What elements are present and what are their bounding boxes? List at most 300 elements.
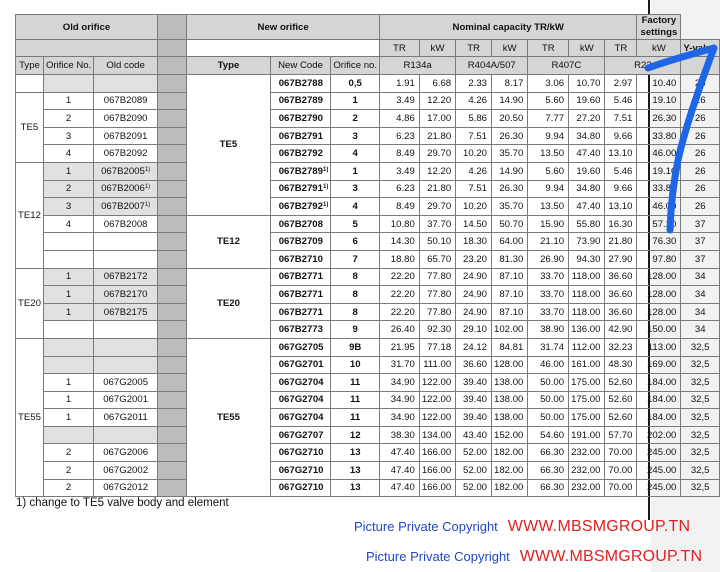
footnote: 1) change to TE5 valve body and element bbox=[16, 497, 229, 509]
capacity-cell-r22-tr: 5.46 bbox=[605, 162, 637, 180]
capacity-cell-r404-kw: 50.70 bbox=[492, 215, 528, 233]
old-code-cell bbox=[94, 75, 158, 93]
y-value-cell: 34 bbox=[681, 268, 720, 286]
y-value-cell: 32,5 bbox=[681, 426, 720, 444]
capacity-cell-r407-tr: 21.10 bbox=[528, 233, 569, 251]
capacity-cell-r22-kw: 184.00 bbox=[637, 409, 681, 427]
capacity-cell-r407-tr: 33.70 bbox=[528, 286, 569, 304]
capacity-cell-r22-kw: 128.00 bbox=[637, 286, 681, 304]
capacity-cell-r407-kw: 55.80 bbox=[569, 215, 605, 233]
old-type-cell: TE12 bbox=[16, 162, 44, 268]
old-orifice-no-cell: 1 bbox=[43, 374, 93, 392]
new-code-cell bbox=[270, 303, 331, 321]
old-orifice-no-cell: 1 bbox=[43, 391, 93, 409]
capacity-cell-r134a-kw: 12.20 bbox=[419, 162, 455, 180]
new-code-text: 067G2704 bbox=[278, 376, 324, 388]
table-row bbox=[16, 215, 720, 233]
capacity-cell-r134a-tr: 14.30 bbox=[380, 233, 420, 251]
capacity-cell-r134a-tr: 34.90 bbox=[380, 409, 420, 427]
capacity-cell-r134a-kw: 29.70 bbox=[419, 198, 455, 216]
orifice-size-cell: 2 bbox=[331, 110, 380, 128]
new-code-text: 067B2788 bbox=[278, 77, 323, 89]
capacity-cell-r404-kw: 128.00 bbox=[492, 356, 528, 374]
header-kw: kW bbox=[492, 40, 528, 57]
y-value-cell: 32,5 bbox=[681, 374, 720, 392]
capacity-cell-r22-kw: 245.00 bbox=[637, 462, 681, 480]
old-code-cell bbox=[94, 426, 158, 444]
table-row bbox=[16, 268, 720, 286]
old-orifice-no-cell bbox=[43, 356, 93, 374]
capacity-cell-r404-kw: 84.81 bbox=[492, 338, 528, 356]
new-code-cell bbox=[270, 198, 331, 216]
new-code-text: 067B2789 bbox=[278, 95, 323, 107]
capacity-cell-r407-kw: 112.00 bbox=[569, 338, 605, 356]
old-code-text: 067B2172 bbox=[103, 271, 148, 283]
table-row bbox=[16, 286, 720, 304]
capacity-cell-r404-kw: 20.50 bbox=[492, 110, 528, 128]
copyright-url: WWW.MBSMGROUP.TN bbox=[507, 518, 691, 535]
capacity-cell-r134a-kw: 65.70 bbox=[419, 250, 455, 268]
new-code-cell bbox=[270, 391, 331, 409]
header-old-code: Old code bbox=[94, 57, 158, 75]
capacity-cell-r134a-kw: 77.18 bbox=[419, 338, 455, 356]
orifice-size-cell: 1 bbox=[331, 162, 380, 180]
table-row bbox=[16, 180, 720, 198]
capacity-cell-r22-kw: 57.20 bbox=[637, 215, 681, 233]
capacity-cell-r22-kw: 169.00 bbox=[637, 356, 681, 374]
new-code-cell bbox=[270, 409, 331, 427]
header-refrigerant-r134a: R134a bbox=[380, 57, 456, 75]
footnote-marker: 1) bbox=[322, 184, 329, 191]
orifice-size-cell: 4 bbox=[331, 198, 380, 216]
new-code-cell bbox=[270, 356, 331, 374]
capacity-cell-r22-tr: 70.00 bbox=[605, 462, 637, 480]
old-orifice-no-cell bbox=[43, 233, 93, 251]
capacity-cell-r134a-tr: 4.86 bbox=[380, 110, 420, 128]
old-code-cell bbox=[94, 409, 158, 427]
capacity-cell-r404-tr: 23.20 bbox=[456, 250, 492, 268]
orifice-size-cell: 11 bbox=[331, 409, 380, 427]
old-code-cell bbox=[94, 180, 158, 198]
header-orifice-no: Orifice No. bbox=[43, 57, 93, 75]
table-row bbox=[16, 127, 720, 145]
old-orifice-no-cell bbox=[43, 321, 93, 339]
table-row bbox=[16, 444, 720, 462]
old-code-text: 067B2008 bbox=[103, 218, 148, 230]
capacity-cell-r22-tr: 36.60 bbox=[605, 286, 637, 304]
new-code-text: 067G2704 bbox=[278, 394, 324, 406]
copyright-notice bbox=[366, 548, 702, 566]
y-value-cell: 26 bbox=[681, 75, 720, 93]
table-row bbox=[16, 321, 720, 339]
capacity-cell-r22-kw: 150.00 bbox=[637, 321, 681, 339]
capacity-cell-r407-kw: 19.60 bbox=[569, 162, 605, 180]
y-value-cell: 32,5 bbox=[681, 462, 720, 480]
old-code-text: 067B2005 bbox=[101, 165, 145, 177]
capacity-cell-r407-tr: 9.94 bbox=[528, 127, 569, 145]
capacity-cell-r22-kw: 202.00 bbox=[637, 426, 681, 444]
capacity-cell-r22-tr: 36.60 bbox=[605, 303, 637, 321]
new-code-text: 067G2707 bbox=[278, 429, 324, 441]
capacity-cell-r404-tr: 10.20 bbox=[456, 198, 492, 216]
capacity-cell-r407-kw: 34.80 bbox=[569, 180, 605, 198]
old-code-cell bbox=[94, 356, 158, 374]
new-code-cell bbox=[270, 426, 331, 444]
new-code-cell bbox=[270, 233, 331, 251]
new-code-text: 067B2773 bbox=[278, 324, 323, 336]
new-code-text: 067B2791 bbox=[278, 183, 323, 195]
capacity-cell-r22-tr: 70.00 bbox=[605, 479, 637, 497]
capacity-cell-r407-kw: 118.00 bbox=[569, 303, 605, 321]
old-type-cell: TE20 bbox=[16, 268, 44, 338]
capacity-cell-r407-kw: 73.90 bbox=[569, 233, 605, 251]
y-value-cell: 32,5 bbox=[681, 479, 720, 497]
capacity-cell-r134a-kw: 111.00 bbox=[419, 356, 455, 374]
capacity-cell-r134a-kw: 77.80 bbox=[419, 268, 455, 286]
capacity-cell-r22-kw: 245.00 bbox=[637, 479, 681, 497]
capacity-cell-r407-kw: 19.60 bbox=[569, 92, 605, 110]
header-factory-settings: Factory settings bbox=[637, 15, 681, 40]
capacity-cell-r407-tr: 66.30 bbox=[528, 479, 569, 497]
new-code-cell bbox=[270, 374, 331, 392]
new-code-cell bbox=[270, 321, 331, 339]
orifice-size-cell: 8 bbox=[331, 303, 380, 321]
capacity-cell-r134a-tr: 22.20 bbox=[380, 286, 420, 304]
new-code-cell bbox=[270, 479, 331, 497]
capacity-cell-r404-tr: 36.60 bbox=[456, 356, 492, 374]
old-code-text: 067G2011 bbox=[103, 412, 148, 424]
capacity-cell-r407-kw: 232.00 bbox=[569, 479, 605, 497]
old-orifice-no-cell: 2 bbox=[43, 180, 93, 198]
table-row bbox=[16, 338, 720, 356]
capacity-cell-r134a-kw: 50.10 bbox=[419, 233, 455, 251]
capacity-cell-r134a-tr: 6.23 bbox=[380, 180, 420, 198]
header-kw: kW bbox=[419, 40, 455, 57]
capacity-cell-r134a-kw: 166.00 bbox=[419, 444, 455, 462]
old-orifice-no-cell: 2 bbox=[43, 110, 93, 128]
capacity-cell-r134a-kw: 37.70 bbox=[419, 215, 455, 233]
new-code-cell bbox=[270, 127, 331, 145]
table-row bbox=[16, 462, 720, 480]
capacity-cell-r22-tr: 52.60 bbox=[605, 391, 637, 409]
capacity-cell-r22-kw: 26.30 bbox=[637, 110, 681, 128]
old-code-text: 067B2091 bbox=[103, 130, 148, 142]
capacity-cell-r404-tr: 24.12 bbox=[456, 338, 492, 356]
old-code-text: 067G2002 bbox=[103, 464, 149, 476]
capacity-cell-r134a-kw: 92.30 bbox=[419, 321, 455, 339]
capacity-cell-r22-tr: 5.46 bbox=[605, 92, 637, 110]
table-row bbox=[16, 250, 720, 268]
capacity-cell-r22-tr: 36.60 bbox=[605, 268, 637, 286]
orifice-size-cell: 9 bbox=[331, 321, 380, 339]
orifice-size-cell: 8 bbox=[331, 268, 380, 286]
capacity-cell-r407-kw: 136.00 bbox=[569, 321, 605, 339]
new-code-text: 067G2701 bbox=[278, 359, 324, 371]
capacity-cell-r407-kw: 118.00 bbox=[569, 286, 605, 304]
capacity-cell-r22-kw: 97.80 bbox=[637, 250, 681, 268]
old-type-cell: TE55 bbox=[16, 338, 44, 496]
new-code-cell bbox=[270, 268, 331, 286]
header-new-code: New Code bbox=[270, 57, 331, 75]
old-orifice-no-cell: 3 bbox=[43, 127, 93, 145]
capacity-cell-r22-tr: 48.30 bbox=[605, 356, 637, 374]
y-value-cell: 26 bbox=[681, 127, 720, 145]
copyright-url: WWW.MBSMGROUP.TN bbox=[519, 548, 703, 565]
table-row bbox=[16, 233, 720, 251]
capacity-cell-r22-kw: 113.00 bbox=[637, 338, 681, 356]
old-code-cell bbox=[94, 374, 158, 392]
old-code-text: 067B2007 bbox=[101, 200, 145, 212]
capacity-cell-r404-kw: 81.30 bbox=[492, 250, 528, 268]
capacity-cell-r407-tr: 26.90 bbox=[528, 250, 569, 268]
old-code-cell bbox=[94, 92, 158, 110]
header-refrigerant-r407c: R407C bbox=[528, 57, 605, 75]
capacity-cell-r407-tr: 66.30 bbox=[528, 462, 569, 480]
old-code-text: 067B2090 bbox=[103, 112, 148, 124]
capacity-cell-r22-tr: 42.90 bbox=[605, 321, 637, 339]
header-kw: kW bbox=[569, 40, 605, 57]
old-orifice-no-cell bbox=[43, 338, 93, 356]
footnote-marker: 1) bbox=[322, 166, 329, 173]
y-value-cell: 32,5 bbox=[681, 391, 720, 409]
orifice-capacity-table bbox=[15, 14, 720, 497]
old-orifice-no-cell: 1 bbox=[43, 268, 93, 286]
header-y-value: Y-value bbox=[681, 40, 720, 57]
capacity-cell-r134a-tr: 10.80 bbox=[380, 215, 420, 233]
orifice-size-cell: 12 bbox=[331, 426, 380, 444]
capacity-cell-r22-kw: 33.80 bbox=[637, 127, 681, 145]
capacity-cell-r22-kw: 245.00 bbox=[637, 444, 681, 462]
header-nominal-capacity: Nominal capacity TR/kW bbox=[380, 15, 637, 40]
capacity-cell-r134a-kw: 122.00 bbox=[419, 391, 455, 409]
capacity-cell-r22-kw: 19.10 bbox=[637, 92, 681, 110]
capacity-cell-r134a-kw: 122.00 bbox=[419, 374, 455, 392]
orifice-size-cell: 8 bbox=[331, 286, 380, 304]
table-row bbox=[16, 92, 720, 110]
old-orifice-no-cell: 2 bbox=[43, 462, 93, 480]
capacity-cell-r407-tr: 38.90 bbox=[528, 321, 569, 339]
capacity-cell-r22-kw: 184.00 bbox=[637, 374, 681, 392]
capacity-cell-r134a-kw: 166.00 bbox=[419, 479, 455, 497]
old-orifice-no-cell: 2 bbox=[43, 444, 93, 462]
capacity-cell-r407-kw: 34.80 bbox=[569, 127, 605, 145]
old-code-cell bbox=[94, 462, 158, 480]
capacity-cell-r404-tr: 10.20 bbox=[456, 145, 492, 163]
new-code-text: 067B2771 bbox=[278, 306, 323, 318]
old-code-text: 067B2175 bbox=[103, 306, 148, 318]
new-code-text: 067G2705 bbox=[278, 341, 324, 353]
header-new-orifice: New orifice bbox=[187, 15, 380, 40]
capacity-cell-r407-kw: 161.00 bbox=[569, 356, 605, 374]
capacity-cell-r134a-kw: 77.80 bbox=[419, 286, 455, 304]
capacity-cell-r22-tr: 9.66 bbox=[605, 180, 637, 198]
old-code-cell bbox=[94, 479, 158, 497]
header-refrigerant-r22: R22 bbox=[605, 57, 681, 75]
capacity-cell-r404-tr: 39.40 bbox=[456, 391, 492, 409]
capacity-cell-r407-tr: 3.06 bbox=[528, 75, 569, 93]
capacity-cell-r22-tr: 52.60 bbox=[605, 374, 637, 392]
old-orifice-no-cell: 1 bbox=[43, 162, 93, 180]
new-code-text: 067B2771 bbox=[278, 288, 323, 300]
capacity-cell-r407-kw: 27.20 bbox=[569, 110, 605, 128]
old-code-cell bbox=[94, 391, 158, 409]
new-code-cell bbox=[270, 162, 331, 180]
capacity-cell-r134a-kw: 17.00 bbox=[419, 110, 455, 128]
new-code-cell bbox=[270, 462, 331, 480]
capacity-cell-r407-tr: 13.50 bbox=[528, 198, 569, 216]
capacity-cell-r404-tr: 39.40 bbox=[456, 374, 492, 392]
new-code-text: 067B2790 bbox=[278, 112, 323, 124]
new-type-cell: TE20 bbox=[187, 268, 270, 338]
header-refrigerant-r404a: R404A/507 bbox=[456, 57, 528, 75]
copyright-notice bbox=[354, 518, 690, 536]
new-code-cell bbox=[270, 180, 331, 198]
table-row bbox=[16, 391, 720, 409]
old-code-text: 067G2006 bbox=[103, 447, 149, 459]
capacity-cell-r22-kw: 128.00 bbox=[637, 268, 681, 286]
capacity-cell-r407-kw: 47.40 bbox=[569, 198, 605, 216]
old-orifice-no-cell: 1 bbox=[43, 303, 93, 321]
capacity-cell-r134a-tr: 18.80 bbox=[380, 250, 420, 268]
capacity-cell-r404-kw: 64.00 bbox=[492, 233, 528, 251]
capacity-cell-r407-tr: 5.60 bbox=[528, 92, 569, 110]
new-code-cell bbox=[270, 286, 331, 304]
old-orifice-no-cell: 1 bbox=[43, 409, 93, 427]
capacity-cell-r404-kw: 138.00 bbox=[492, 391, 528, 409]
table-row bbox=[16, 198, 720, 216]
new-code-cell bbox=[270, 444, 331, 462]
y-value-cell: 37 bbox=[681, 215, 720, 233]
old-orifice-no-cell: 4 bbox=[43, 145, 93, 163]
header-tr: TR bbox=[528, 40, 569, 57]
capacity-cell-r404-kw: 138.00 bbox=[492, 374, 528, 392]
capacity-cell-r22-tr: 13.10 bbox=[605, 198, 637, 216]
y-value-cell: 37 bbox=[681, 250, 720, 268]
capacity-cell-r404-tr: 14.50 bbox=[456, 215, 492, 233]
old-code-cell bbox=[94, 286, 158, 304]
capacity-cell-r407-tr: 33.70 bbox=[528, 303, 569, 321]
capacity-cell-r134a-kw: 12.20 bbox=[419, 92, 455, 110]
capacity-cell-r404-tr: 39.40 bbox=[456, 409, 492, 427]
orifice-size-cell: 13 bbox=[331, 479, 380, 497]
y-value-cell: 26 bbox=[681, 145, 720, 163]
capacity-cell-r134a-tr: 21.95 bbox=[380, 338, 420, 356]
copyright-label: Picture Private Copyright bbox=[354, 519, 498, 534]
capacity-cell-r404-kw: 14.90 bbox=[492, 92, 528, 110]
handwritten-seven-mark bbox=[640, 40, 720, 240]
old-code-text: 067B2170 bbox=[103, 288, 148, 300]
capacity-cell-r134a-kw: 77.80 bbox=[419, 303, 455, 321]
capacity-cell-r407-tr: 46.00 bbox=[528, 356, 569, 374]
header-kw: kW bbox=[637, 40, 681, 57]
header-tr: TR bbox=[456, 40, 492, 57]
capacity-cell-r407-tr: 13.50 bbox=[528, 145, 569, 163]
new-code-text: 067B2710 bbox=[278, 253, 323, 265]
capacity-cell-r404-kw: 152.00 bbox=[492, 426, 528, 444]
old-code-cell bbox=[94, 145, 158, 163]
capacity-cell-r134a-kw: 6.68 bbox=[419, 75, 455, 93]
old-type-cell bbox=[16, 75, 44, 93]
seven-stroke bbox=[648, 48, 714, 230]
old-orifice-no-cell: 1 bbox=[43, 92, 93, 110]
old-orifice-no-cell bbox=[43, 250, 93, 268]
table-row bbox=[16, 75, 720, 93]
capacity-cell-r404-kw: 35.70 bbox=[492, 145, 528, 163]
capacity-cell-r407-kw: 175.00 bbox=[569, 391, 605, 409]
new-code-text: 067B2708 bbox=[278, 218, 323, 230]
capacity-cell-r404-tr: 43.40 bbox=[456, 426, 492, 444]
capacity-cell-r22-tr: 16.30 bbox=[605, 215, 637, 233]
footnote-marker: 1) bbox=[144, 201, 151, 208]
old-code-cell bbox=[94, 250, 158, 268]
capacity-cell-r404-tr: 52.00 bbox=[456, 444, 492, 462]
header-old-orifice: Old orifice bbox=[16, 15, 158, 40]
capacity-cell-r407-kw: 10.70 bbox=[569, 75, 605, 93]
y-value-cell: 32,5 bbox=[681, 338, 720, 356]
y-value-cell: 32,5 bbox=[681, 409, 720, 427]
capacity-cell-r22-kw: 46.00 bbox=[637, 145, 681, 163]
capacity-cell-r407-tr: 50.00 bbox=[528, 409, 569, 427]
capacity-cell-r134a-tr: 22.20 bbox=[380, 268, 420, 286]
orifice-size-cell: 1 bbox=[331, 92, 380, 110]
header-orifice-no-new: Orifice no. bbox=[331, 57, 380, 75]
y-value-cell: 34 bbox=[681, 321, 720, 339]
new-code-cell bbox=[270, 75, 331, 93]
capacity-cell-r404-tr: 24.90 bbox=[456, 268, 492, 286]
old-code-cell bbox=[94, 110, 158, 128]
table-row bbox=[16, 162, 720, 180]
orifice-size-cell: 5 bbox=[331, 215, 380, 233]
new-code-text: 067B2789 bbox=[278, 165, 323, 177]
new-code-text: 067G2710 bbox=[278, 482, 324, 494]
old-code-cell bbox=[94, 233, 158, 251]
capacity-cell-r404-kw: 87.10 bbox=[492, 303, 528, 321]
capacity-cell-r22-kw: 10.40 bbox=[637, 75, 681, 93]
capacity-cell-r134a-tr: 26.40 bbox=[380, 321, 420, 339]
capacity-cell-r404-kw: 182.00 bbox=[492, 444, 528, 462]
table-row bbox=[16, 145, 720, 163]
old-orifice-no-cell: 1 bbox=[43, 286, 93, 304]
capacity-cell-r404-kw: 87.10 bbox=[492, 268, 528, 286]
table-row bbox=[16, 356, 720, 374]
new-code-text: 067B2771 bbox=[278, 271, 323, 283]
capacity-cell-r404-kw: 8.17 bbox=[492, 75, 528, 93]
orifice-size-cell: 9B bbox=[331, 338, 380, 356]
table-row bbox=[16, 479, 720, 497]
capacity-cell-r22-tr: 9.66 bbox=[605, 127, 637, 145]
capacity-cell-r407-tr: 7.77 bbox=[528, 110, 569, 128]
old-code-text: 067B2006 bbox=[101, 183, 145, 195]
old-code-cell bbox=[94, 338, 158, 356]
capacity-cell-r134a-tr: 34.90 bbox=[380, 374, 420, 392]
new-code-text: 067G2704 bbox=[278, 412, 324, 424]
new-code-cell bbox=[270, 338, 331, 356]
capacity-cell-r407-tr: 31.74 bbox=[528, 338, 569, 356]
capacity-cell-r134a-kw: 134.00 bbox=[419, 426, 455, 444]
capacity-cell-r134a-tr: 22.20 bbox=[380, 303, 420, 321]
orifice-size-cell: 10 bbox=[331, 356, 380, 374]
old-code-cell bbox=[94, 321, 158, 339]
capacity-cell-r134a-tr: 34.90 bbox=[380, 391, 420, 409]
new-code-cell bbox=[270, 110, 331, 128]
new-code-text: 067B2791 bbox=[278, 130, 323, 142]
header-type: Type bbox=[16, 57, 44, 75]
new-code-text: 067B2709 bbox=[278, 236, 323, 248]
capacity-cell-r407-tr: 15.90 bbox=[528, 215, 569, 233]
old-code-cell bbox=[94, 303, 158, 321]
capacity-cell-r22-tr: 13.10 bbox=[605, 145, 637, 163]
footnote-marker: 1) bbox=[322, 201, 329, 208]
